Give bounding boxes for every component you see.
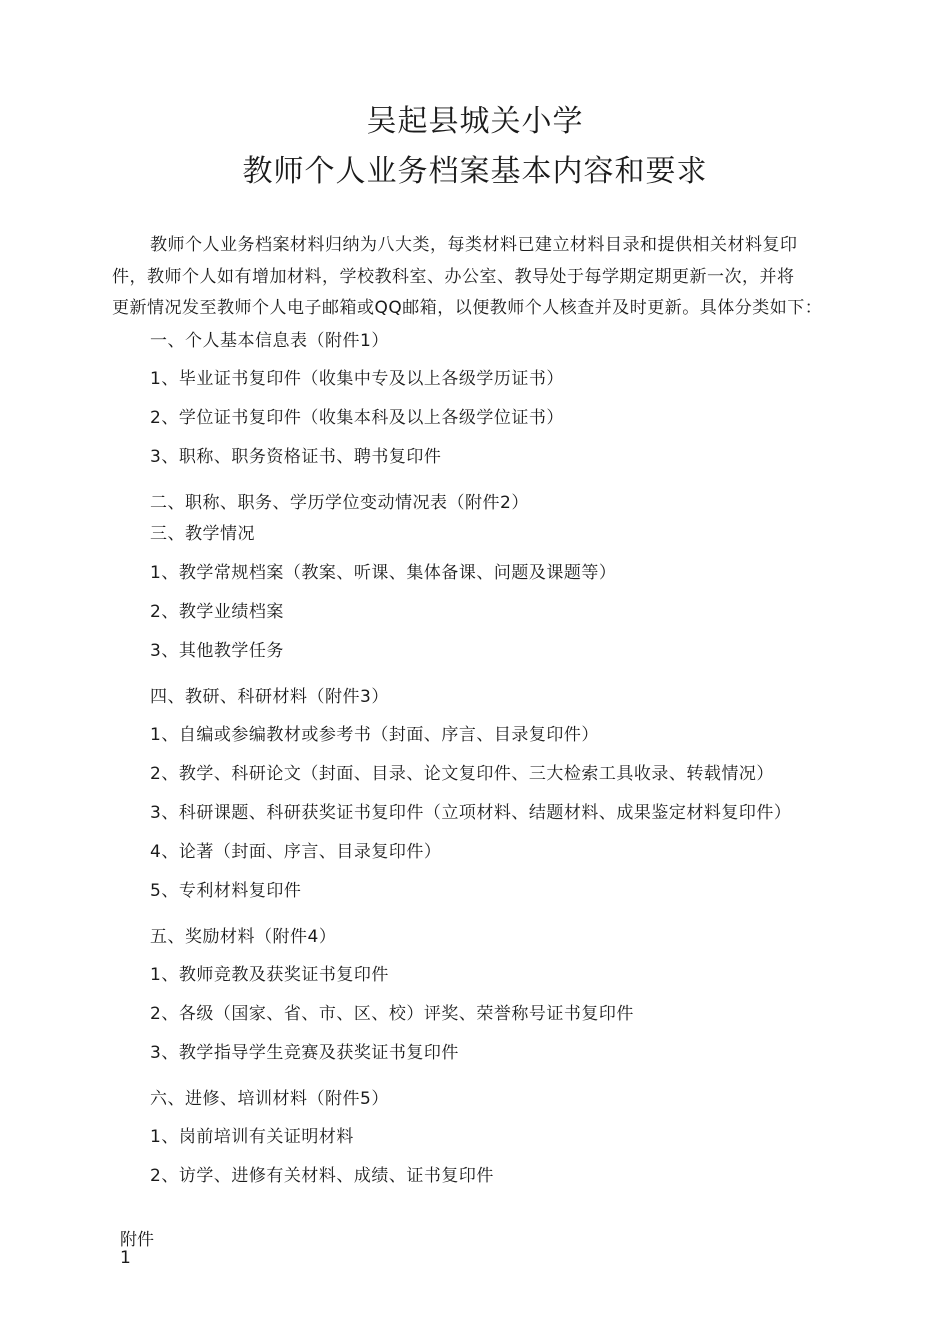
list-item: 2、学位证书复印件（收集本科及以上各级学位证书） [150,408,564,428]
list-item: 2、教学、科研论文（封面、目录、论文复印件、三大检索工具收录、转载情况） [150,764,774,784]
section-heading: 二、职称、职务、学历学位变动情况表（附件2） [150,493,529,513]
list-item: 1、毕业证书复印件（收集中专及以上各级学历证书） [150,369,564,389]
list-item: 3、教学指导学生竞赛及获奖证书复印件 [150,1043,459,1063]
list-item: 3、科研课题、科研获奖证书复印件（立项材料、结题材料、成果鉴定材料复印件） [150,803,792,823]
attachment-number: 1 [120,1248,131,1268]
section-heading: 五、奖励材料（附件4） [150,927,337,947]
section-heading: 六、进修、培训材料（附件5） [150,1089,389,1109]
intro-line: 件，教师个人如有增加材料，学校教科室、办公室、教导处于每学期定期更新一次，并将 [112,267,795,287]
list-item: 2、各级（国家、省、市、区、校）评奖、荣誉称号证书复印件 [150,1004,634,1024]
list-item: 2、教学业绩档案 [150,602,284,622]
section-heading: 四、教研、科研材料（附件3） [150,687,389,707]
section-heading: 一、个人基本信息表（附件1） [150,331,389,351]
section-heading: 三、教学情况 [150,524,255,544]
list-item: 4、论著（封面、序言、目录复印件） [150,842,442,862]
list-item: 1、教师竞教及获奖证书复印件 [150,965,389,985]
list-item: 2、访学、进修有关材料、成绩、证书复印件 [150,1166,494,1186]
list-item: 1、自编或参编教材或参考书（封面、序言、目录复印件） [150,725,599,745]
intro-line: 教师个人业务档案材料归纳为八大类，每类材料已建立材料目录和提供相关材料复印 [150,235,798,255]
list-item: 1、教学常规档案（教案、听课、集体备课、问题及课题等） [150,563,617,583]
list-item: 3、其他教学任务 [150,641,284,661]
intro-line: 更新情况发至教师个人电子邮箱或QQ邮箱，以便教师个人核查并及时更新。具体分类如下： [112,298,823,318]
list-item: 1、岗前培训有关证明材料 [150,1127,354,1147]
list-item: 3、职称、职务资格证书、聘书复印件 [150,447,442,467]
title-document: 教师个人业务档案基本内容和要求 [242,154,708,189]
list-item: 5、专利材料复印件 [150,881,302,901]
attachment-label: 附件 [120,1230,154,1250]
title-school: 吴起县城关小学 [366,104,584,139]
